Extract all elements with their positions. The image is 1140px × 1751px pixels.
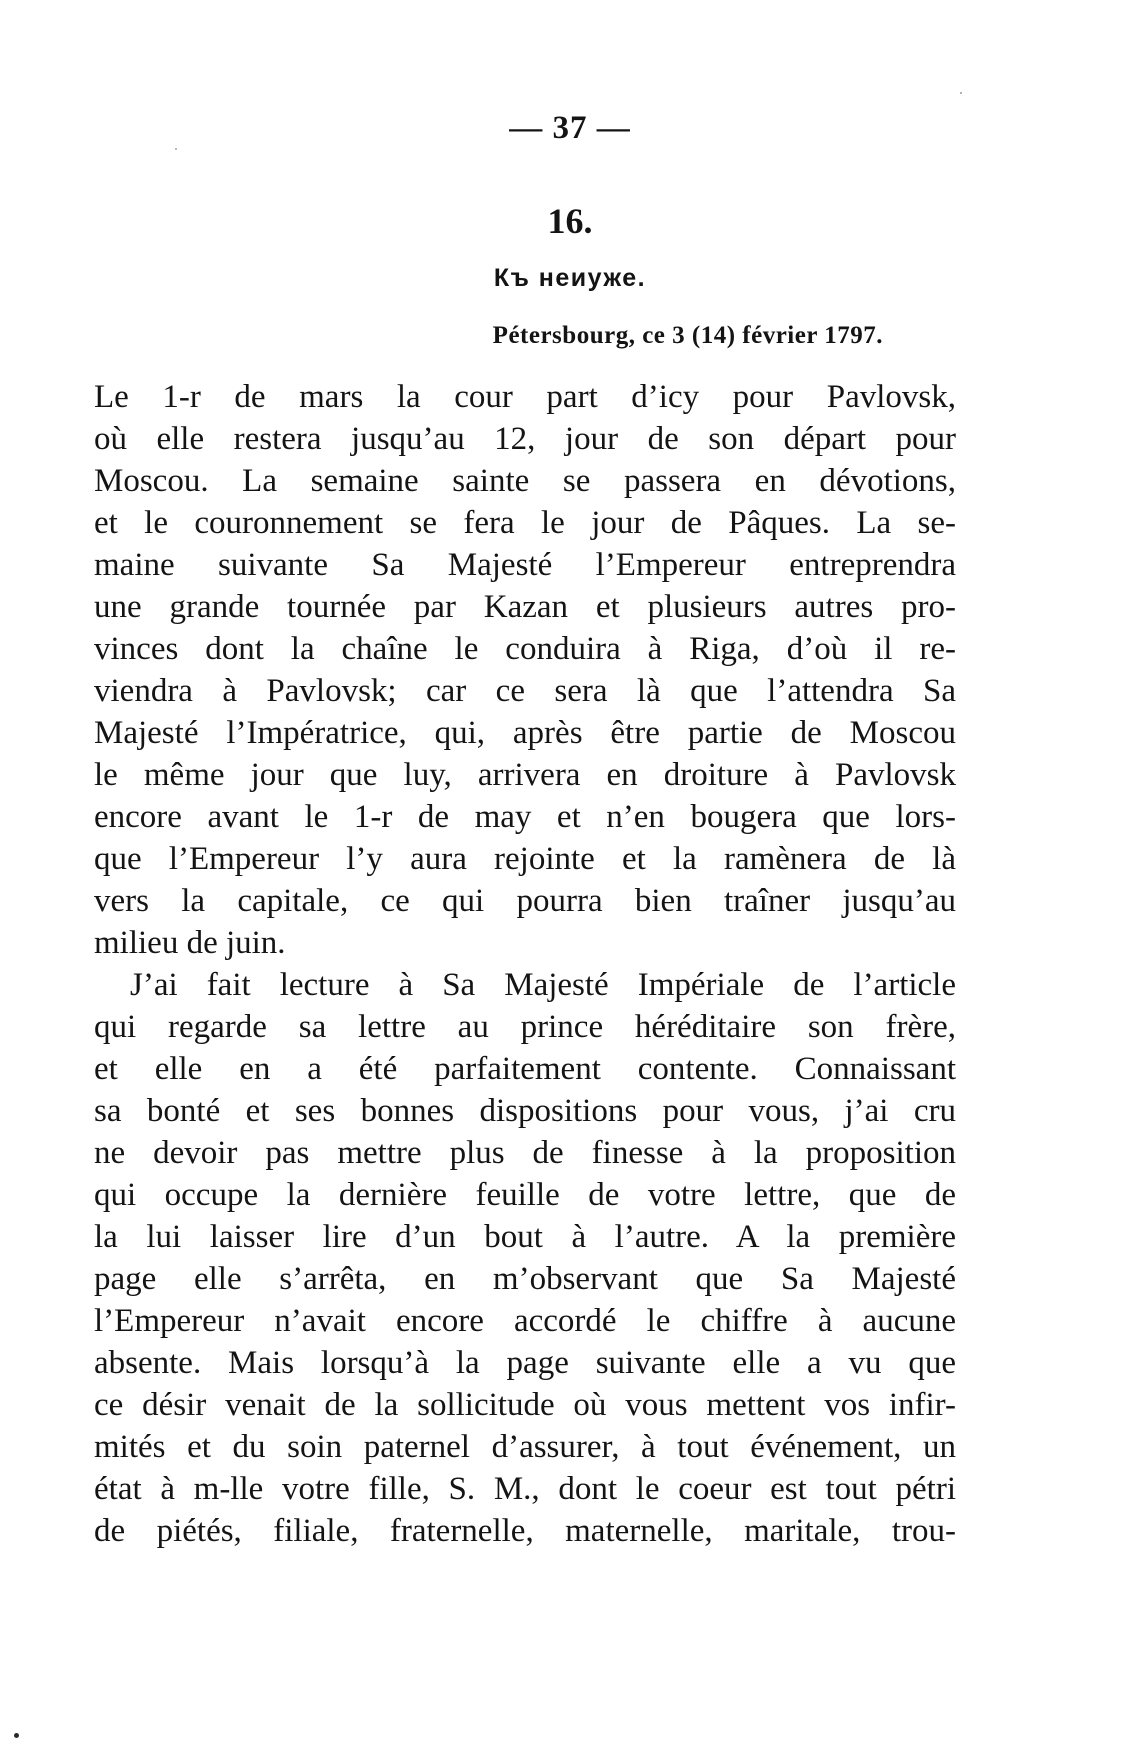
text-line: et le couronnement se fera le jour de Pâques. La se- (94, 505, 956, 541)
text-line: que l’Empereur l’y aura rejointe et la ramènera de là (94, 841, 956, 877)
text-line: le même jour que luy, arrivera en droiture à Pavlovsk (94, 757, 956, 793)
text-line: milieu de juin. (94, 925, 286, 961)
text-line: maine suivante Sa Majesté l’Empereur entreprendra (94, 547, 956, 583)
text-line: de piétés, filiale, fraternelle, maternelle, maritale, trou- (94, 1513, 956, 1549)
text-line: ce désir venait de la sollicitude où vous mettent vos infir- (94, 1387, 956, 1423)
text-line: encore avant le 1-r de may et n’en bougera que lors- (94, 799, 956, 835)
print-speck (960, 92, 962, 94)
text-line: J’ai fait lecture à Sa Majesté Impériale de l’article (130, 967, 956, 1003)
text-line: sa bonté et ses bonnes dispositions pour vous, j’ai cru (94, 1093, 956, 1129)
page-number: — 37 — (509, 110, 631, 146)
text-line: état à m-lle votre fille, S. M., dont le coeur est tout pétri (94, 1471, 956, 1507)
letter-number: 16. (547, 201, 593, 241)
text-line: mités et du soin paternel d’assurer, à tout événement, un (94, 1429, 956, 1465)
print-speck (14, 1733, 19, 1738)
text-line: qui regarde sa lettre au prince héréditaire son frère, (94, 1009, 956, 1045)
text-line: une grande tournée par Kazan et plusieurs autres pro- (94, 589, 956, 625)
text-line: Majesté l’Impératrice, qui, après être partie de Moscou (94, 715, 956, 751)
text-line: viendra à Pavlovsk; car ce sera là que l’attendra Sa (94, 673, 956, 709)
letter-heading: Къ неиуже. (493, 264, 647, 292)
print-speck (175, 148, 177, 150)
letter-body (94, 376, 956, 1552)
text-line: Le 1-r de mars la cour part d’icy pour Pavlovsk, (94, 379, 956, 415)
text-line: où elle restera jusqu’au 12, jour de son départ pour (94, 421, 956, 457)
text-line: et elle en a été parfaitement contente. Connaissant (94, 1051, 956, 1087)
text-line: Moscou. La semaine sainte se passera en dévotions, (94, 463, 956, 499)
text-line: absente. Mais lorsqu’à la page suivante elle a vu que (94, 1345, 956, 1381)
text-line: qui occupe la dernière feuille de votre lettre, que de (94, 1177, 956, 1213)
text-line: la lui laisser lire d’un bout à l’autre. A la première (94, 1219, 956, 1255)
text-line: vers la capitale, ce qui pourra bien traîner jusqu’au (94, 883, 956, 919)
dateline: Pétersbourg, ce 3 (14) février 1797. (492, 322, 883, 349)
text-line: page elle s’arrêta, en m’observant que Sa Majesté (94, 1261, 956, 1297)
text-line: l’Empereur n’avait encore accordé le chiffre à aucune (94, 1303, 956, 1339)
text-line: ne devoir pas mettre plus de finesse à la proposition (94, 1135, 956, 1171)
text-line: vinces dont la chaîne le conduira à Riga, d’où il re- (94, 631, 956, 667)
